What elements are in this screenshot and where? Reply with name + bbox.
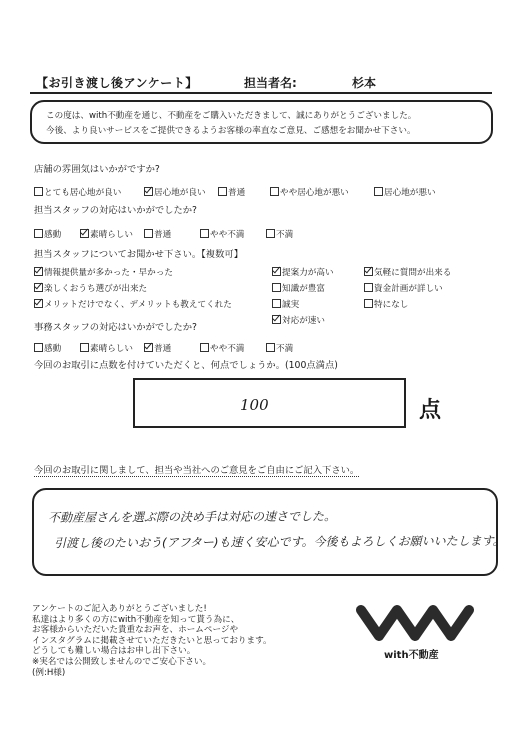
checkbox-icon[interactable]	[374, 187, 383, 196]
checkbox-icon[interactable]	[218, 187, 227, 196]
q4-option-4[interactable]: やや不満	[200, 342, 244, 354]
footer-line-5: どうしても難しい場合はお申し出下さい。	[32, 646, 196, 657]
q1-option-1[interactable]: とても居心地が良い	[34, 186, 121, 198]
checked-checkbox-icon[interactable]	[144, 187, 153, 196]
checkbox-icon[interactable]	[272, 299, 281, 308]
q4-option-2[interactable]: 素晴らしい	[80, 342, 133, 354]
staff-label: 担当者名:	[244, 76, 297, 90]
footer-line-3: お客様からいただいた貴重なお声を、ホームページや	[32, 625, 239, 636]
checked-checkbox-icon[interactable]	[272, 267, 281, 276]
intro-line-2: 今後、より良いサービスをご提供できるようお客様の率直なご意見、ご感想をお聞かせ下さい。	[46, 126, 416, 136]
footer-line-6: ※実名では公開致しませんのでご安心下さい。	[32, 656, 212, 667]
q2-option-4[interactable]: やや不満	[200, 228, 244, 240]
q3-option-9[interactable]: 特になし	[364, 298, 408, 310]
footer-line-4: インスタグラムに掲載させていただきたいと思っております。	[32, 635, 272, 646]
score-unit: 点	[419, 398, 442, 423]
q3-question: 担当スタッフについてお聞かせ下さい。【複数可】	[34, 249, 243, 260]
checked-checkbox-icon[interactable]	[144, 343, 153, 352]
checkbox-icon[interactable]	[34, 229, 43, 238]
footer-line-1: アンケートのご記入ありがとうございました!	[32, 604, 207, 614]
q4-option-5[interactable]: 不満	[266, 342, 293, 354]
q3-option-5[interactable]: 知識が豊富	[272, 282, 325, 294]
q1-option-4[interactable]: やや居心地が悪い	[270, 186, 349, 198]
checkbox-icon[interactable]	[266, 343, 275, 352]
footer-message	[32, 604, 272, 678]
q2-option-1[interactable]: 感動	[34, 228, 61, 240]
checked-checkbox-icon[interactable]	[80, 229, 89, 238]
intro-line-1: この度は、with不動産を通じ、不動産をご購入いただきまして、誠にありがとうございました。	[46, 111, 417, 121]
checkbox-icon[interactable]	[34, 343, 43, 352]
checkbox-icon[interactable]	[266, 229, 275, 238]
q5-question: 今回のお取引に点数を付けていただくと、何点でしょうか。(100点満点)	[34, 360, 338, 371]
score-value: 100	[240, 396, 269, 414]
footer-line-2: 私達はより多くの方にwith不動産を知って貰う為に、	[32, 614, 240, 625]
checkbox-icon[interactable]	[200, 229, 209, 238]
checkbox-icon[interactable]	[364, 283, 373, 292]
q1-option-3[interactable]: 普通	[218, 186, 245, 198]
checkbox-icon[interactable]	[144, 229, 153, 238]
q1-question: 店舗の雰囲気はいかがですか?	[34, 164, 160, 175]
checkbox-icon[interactable]	[364, 299, 373, 308]
q3-option-6[interactable]: 資金計画が詳しい	[364, 282, 443, 294]
checkbox-icon[interactable]	[270, 187, 279, 196]
q3-option-3[interactable]: 気軽に質問が出来る	[364, 266, 451, 278]
q1-option-5[interactable]: 居心地が悪い	[374, 186, 436, 198]
header-divider	[30, 92, 492, 94]
q4-question: 事務スタッフの対応はいかがでしたか?	[34, 322, 197, 333]
comment-line-2: 引渡し後のたいおう(アフター)も速く安心です。今後もよろしくお願いいたします。	[53, 533, 505, 551]
q3-option-7[interactable]: メリットだけでなく、デメリットも教えてくれた	[34, 298, 232, 310]
q2-option-5[interactable]: 不満	[266, 228, 293, 240]
q3-option-10[interactable]: 対応が速い	[272, 314, 325, 326]
q2-option-2[interactable]: 素晴らしい	[80, 228, 133, 240]
checked-checkbox-icon[interactable]	[364, 267, 373, 276]
checkbox-icon[interactable]	[200, 343, 209, 352]
q4-option-1[interactable]: 感動	[34, 342, 61, 354]
q4-option-3[interactable]: 普通	[144, 342, 171, 354]
checked-checkbox-icon[interactable]	[34, 283, 43, 292]
checked-checkbox-icon[interactable]	[34, 299, 43, 308]
q3-option-8[interactable]: 誠実	[272, 298, 299, 310]
staff-name: 杉本	[352, 76, 377, 90]
checkbox-icon[interactable]	[34, 187, 43, 196]
q3-option-2[interactable]: 提案力が高い	[272, 266, 334, 278]
q1-option-2[interactable]: 居心地が良い	[144, 186, 206, 198]
survey-title: 【お引き渡し後アンケート】	[36, 76, 198, 90]
checkbox-icon[interactable]	[272, 283, 281, 292]
q2-option-3[interactable]: 普通	[144, 228, 171, 240]
score-input-box[interactable]	[133, 378, 406, 428]
checked-checkbox-icon[interactable]	[272, 315, 281, 324]
footer-line-7: (例:H様)	[32, 667, 66, 678]
q2-question: 担当スタッフの対応はいかがでしたか?	[34, 205, 197, 216]
checkbox-icon[interactable]	[80, 343, 89, 352]
logo-text: with不動産	[384, 650, 439, 661]
checked-checkbox-icon[interactable]	[34, 267, 43, 276]
q6-question: 今回のお取引に関しまして、担当や当社へのご意見をご自由にご記入下さい。	[34, 462, 359, 477]
intro-box	[30, 100, 493, 144]
q3-option-4[interactable]: 楽しくおうち選びが出来た	[34, 282, 147, 294]
comment-line-1: 不動産屋さんを選ぶ際の決め手は対応の速さでした。	[47, 509, 337, 525]
q3-option-1[interactable]: 情報提供量が多かった・早かった	[34, 266, 173, 278]
with-logo-icon	[355, 600, 481, 644]
